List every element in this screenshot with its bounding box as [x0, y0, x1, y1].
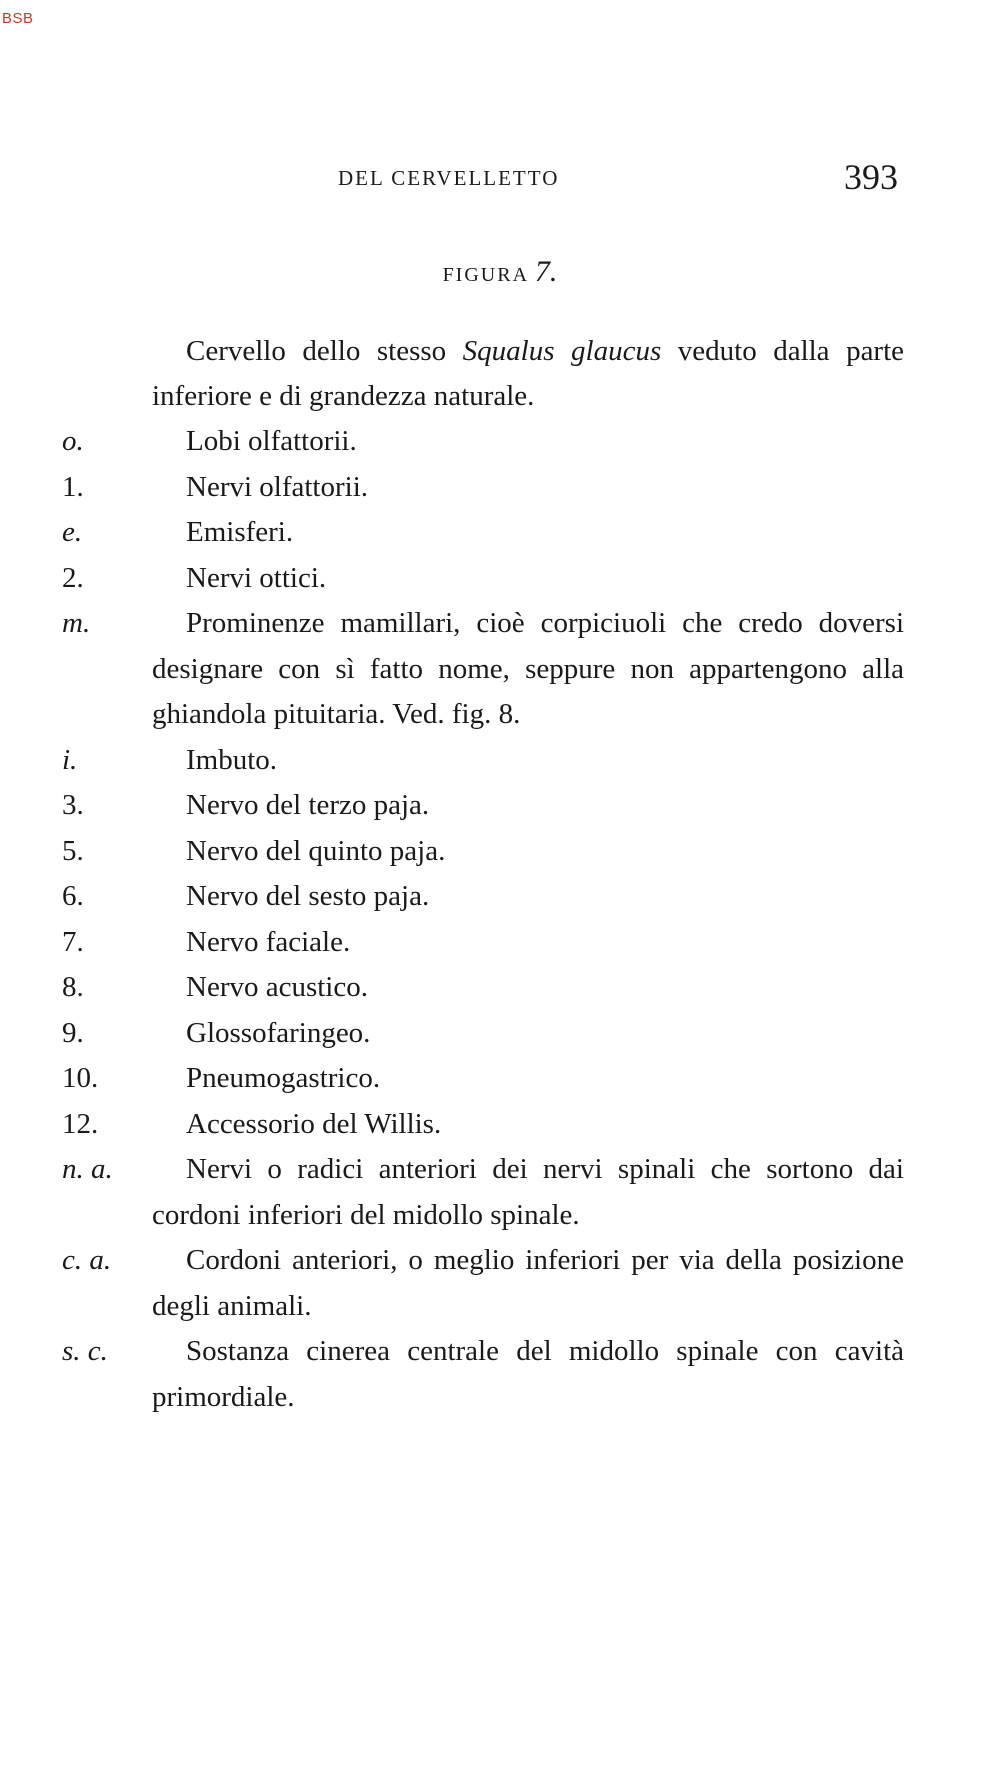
legend-entry: [0, 465, 1000, 511]
legend-description: Lobi olfattorii.: [186, 425, 357, 457]
legend-entry: [0, 510, 1000, 556]
legend-description: Nervo del terzo paja.: [186, 789, 430, 821]
legend-description: Accessorio del Willis.: [186, 1107, 442, 1140]
legend-entry: [0, 1329, 1000, 1420]
legend-entry: [0, 1102, 1000, 1148]
legend-description: Nervo faciale.: [186, 925, 351, 958]
legend-entry: [0, 419, 1000, 465]
legend-entry: [0, 738, 1000, 784]
legend-entry: [0, 601, 1000, 738]
caption-text-after: veduto dalla parte inferiore e di grandezza naturale.: [152, 335, 905, 412]
legend-key: i.: [62, 743, 78, 776]
legend-entry: [0, 965, 1000, 1011]
legend-description: Imbuto.: [186, 743, 278, 776]
legend-key: o.: [62, 425, 84, 457]
legend-entry: [0, 556, 1000, 602]
caption-text-before: Cervello dello stesso: [186, 335, 447, 367]
figure-number: 7.: [534, 255, 558, 288]
legend-key: 10.: [62, 1062, 99, 1094]
legend-description: Emisferi.: [186, 516, 294, 548]
legend-description: Nervi o radici anteriori dei nervi spinali che sortono dai cordoni inferiori del midollo spinale.: [152, 1153, 904, 1231]
legend-key: m.: [62, 607, 91, 639]
legend-description: Nervi ottici.: [186, 561, 327, 594]
legend-key: c. a.: [62, 1244, 112, 1276]
legend-description: Nervo del sesto paja.: [186, 880, 430, 912]
legend-description: Nervo acustico.: [186, 971, 368, 1003]
library-watermark: BSB: [2, 10, 34, 27]
legend-entry: [0, 920, 1000, 966]
legend-key: e.: [62, 516, 83, 548]
running-head: DEL CERVELLETTO: [338, 166, 560, 190]
legend-entry: [0, 874, 1000, 920]
figure-heading: [0, 255, 1000, 289]
legend-description: Pneumogastrico.: [186, 1062, 381, 1094]
legend-key: 9.: [62, 1016, 84, 1049]
legend-entry: [0, 783, 1000, 829]
legend-description: Nervi olfattorii.: [186, 470, 369, 503]
legend-entry: [0, 1238, 1000, 1329]
legend-key: n. a.: [62, 1153, 113, 1185]
legend-key: s. c.: [62, 1335, 108, 1367]
page-number: 393: [844, 157, 898, 197]
legend-description: Prominenze mamillari, cioè corpiciuoli che credo doversi designare con sì fatto nome, seppure non appartengono alla ghiandola pituitaria. Ved. fig. 8.: [152, 607, 904, 730]
legend-key: 8.: [62, 971, 84, 1003]
caption-paragraph: [152, 329, 904, 419]
legend-entry: [0, 829, 1000, 875]
page-header: [0, 157, 1000, 200]
legend-entry: [0, 1011, 1000, 1057]
legend-entry: [0, 1147, 1000, 1238]
legend-key: 2.: [62, 561, 84, 594]
figure-label: FIGURA: [442, 264, 528, 286]
legend-key: 6.: [62, 880, 84, 912]
figure-caption: [152, 329, 904, 419]
legend-description: Nervo del quinto paja.: [186, 834, 446, 867]
legend-description: Cordoni anteriori, o meglio inferiori per via della posizione degli animali.: [152, 1244, 904, 1322]
legend-description: Sostanza cinerea centrale del midollo spinale con cavità primordiale.: [152, 1335, 904, 1413]
figure-legend: [0, 419, 1000, 1420]
legend-key: 3.: [62, 789, 84, 821]
legend-key: 1.: [62, 470, 84, 503]
legend-description: Glossofaringeo.: [186, 1016, 371, 1049]
legend-key: 5.: [62, 834, 84, 867]
legend-key: 12.: [62, 1107, 99, 1140]
legend-entry: [0, 1056, 1000, 1102]
species-name: Squalus glaucus: [462, 335, 662, 367]
legend-key: 7.: [62, 925, 84, 958]
